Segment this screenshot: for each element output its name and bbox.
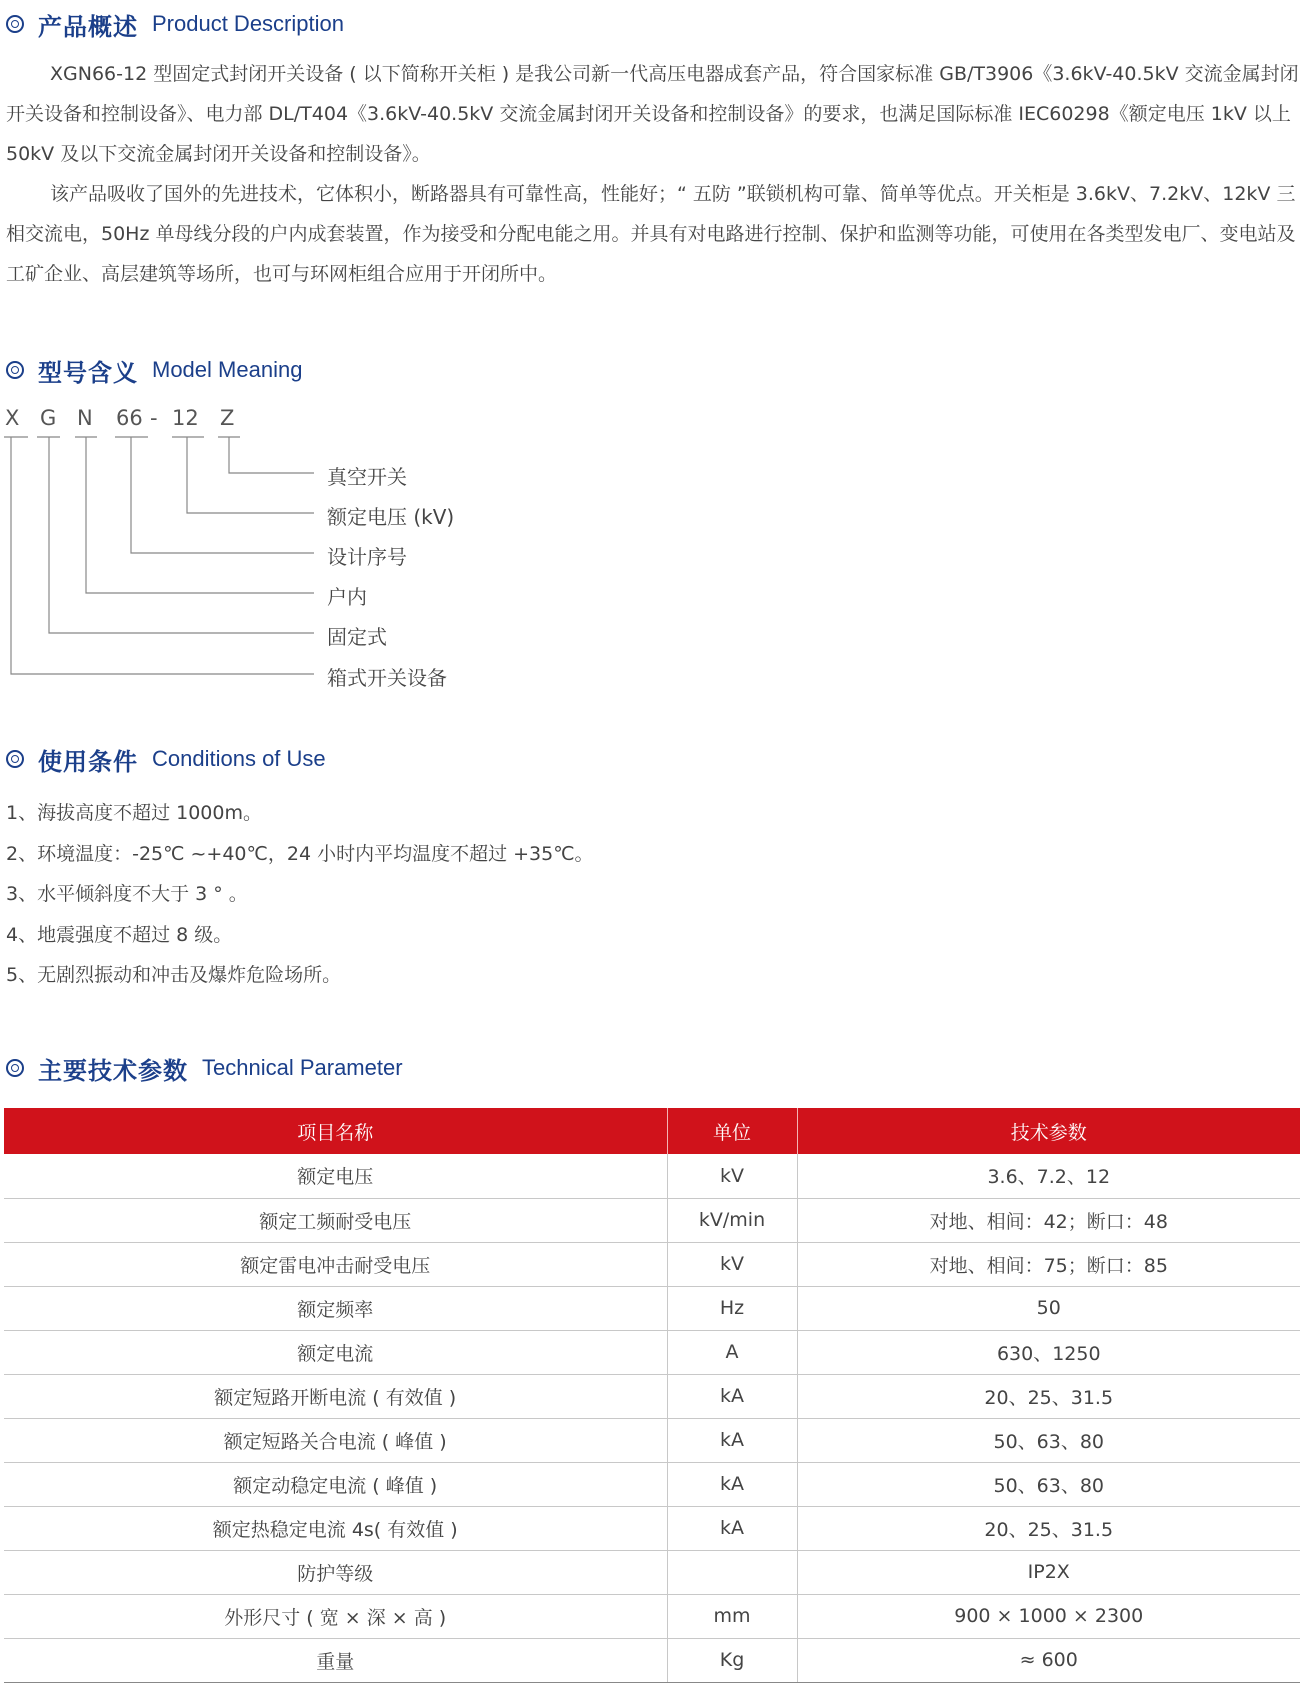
model-label-design-number: 设计序号	[327, 545, 407, 569]
table-header-row	[4, 1108, 1300, 1154]
cell-unit: kV/min	[667, 1198, 797, 1242]
cell-unit: kV	[667, 1242, 797, 1286]
model-code-dash: -	[150, 406, 158, 430]
table-row	[4, 1506, 1300, 1550]
table-row	[4, 1154, 1300, 1198]
condition-item: 2、环境温度：-25℃ ~+40℃，24 小时内平均温度不超过 +35℃。	[6, 842, 594, 865]
section-title-en: Model Meaning	[152, 357, 303, 382]
connector-x	[11, 437, 314, 674]
cell-unit	[667, 1550, 797, 1594]
cell-item: 额定短路关合电流 ( 峰值 )	[4, 1418, 667, 1462]
cell-item: 额定电流	[4, 1330, 667, 1374]
description-paragraph-2: 该产品吸收了国外的先进技术，它体积小，断路器具有可靠性高，性能好；“ 五防 ”联锁机构可靠、简单等优点。开关柜是 3.6kV、7.2kV、12kV 三相交流电，50Hz 单母线分段的户内成套装置，作为接受和分配电能之用。并具有对电路进行控制、保护和监测等功能，可使用在各类型发电厂、变电站及工矿企业、高层建筑等场所，也可与环网柜组合应用于开闭所中。	[6, 183, 1296, 285]
table-row	[4, 1330, 1300, 1374]
table-row	[4, 1286, 1300, 1330]
cell-value: 20、25、31.5	[797, 1506, 1300, 1550]
model-code-n: N	[77, 406, 93, 430]
cell-value: 900 × 1000 × 2300	[797, 1594, 1300, 1638]
technical-parameter-table	[4, 1108, 1300, 1683]
model-code-12: 12	[172, 406, 199, 430]
model-code-x: X	[5, 406, 20, 430]
model-label-box-switchgear: 箱式开关设备	[327, 666, 447, 690]
header-unit: 单位	[667, 1108, 797, 1154]
cell-value: ≈ 600	[797, 1638, 1300, 1682]
cell-item: 额定工频耐受电压	[4, 1198, 667, 1242]
section-title-en: Conditions of Use	[152, 746, 326, 771]
section-heading-description	[6, 6, 344, 42]
description-body	[6, 54, 1300, 294]
model-label-vacuum-switch: 真空开关	[327, 465, 407, 489]
double-circle-icon	[6, 1059, 24, 1077]
cell-item: 额定电压	[4, 1154, 667, 1198]
section-title-en: Product Description	[152, 11, 344, 36]
model-code-z: Z	[220, 406, 235, 430]
condition-item: 1、海拔高度不超过 1000m。	[6, 802, 262, 824]
model-label-indoor: 户内	[327, 585, 367, 609]
section-title-cn: 使用条件	[38, 747, 138, 776]
cell-value: IP2X	[797, 1550, 1300, 1594]
section-heading-conditions	[6, 741, 326, 777]
model-label-rated-voltage: 额定电压 (kV)	[327, 505, 455, 529]
table-row	[4, 1462, 1300, 1506]
model-code-g: G	[40, 406, 57, 430]
condition-item: 4、地震强度不超过 8 级。	[6, 923, 233, 946]
connector-g	[49, 437, 314, 633]
header-value: 技术参数	[797, 1108, 1300, 1154]
cell-unit: kA	[667, 1374, 797, 1418]
cell-value: 50、63、80	[797, 1418, 1300, 1462]
table-row	[4, 1594, 1300, 1638]
cell-item: 额定动稳定电流 ( 峰值 )	[4, 1462, 667, 1506]
double-circle-icon	[6, 750, 24, 768]
condition-item: 3、水平倾斜度不大于 3 ° 。	[6, 883, 248, 905]
cell-unit: kA	[667, 1462, 797, 1506]
cell-value: 对地、相间：42；断口：48	[797, 1198, 1300, 1242]
table-row	[4, 1374, 1300, 1418]
model-code-66: 66	[116, 406, 143, 430]
connector-n	[86, 437, 314, 593]
table-row	[4, 1638, 1300, 1682]
connector-z	[229, 437, 314, 473]
cell-item: 额定频率	[4, 1286, 667, 1330]
cell-unit: kA	[667, 1506, 797, 1550]
cell-item: 外形尺寸 ( 宽 × 深 × 高 )	[4, 1594, 667, 1638]
condition-item: 5、无剧烈振动和冲击及爆炸危险场所。	[6, 964, 342, 986]
conditions-list	[6, 793, 594, 996]
section-title-cn: 型号含义	[38, 358, 138, 387]
connector-66	[131, 437, 314, 553]
cell-value: 50	[797, 1286, 1300, 1330]
cell-unit: kV	[667, 1154, 797, 1198]
table-row	[4, 1198, 1300, 1242]
section-heading-technical	[6, 1050, 403, 1086]
connector-12	[187, 437, 314, 513]
header-item-name: 项目名称	[4, 1108, 667, 1154]
cell-item: 防护等级	[4, 1550, 667, 1594]
table-row	[4, 1550, 1300, 1594]
cell-item: 重量	[4, 1638, 667, 1682]
cell-unit: Hz	[667, 1286, 797, 1330]
cell-item: 额定热稳定电流 4s( 有效值 )	[4, 1506, 667, 1550]
section-title-cn: 主要技术参数	[38, 1056, 188, 1085]
section-title-cn: 产品概述	[38, 12, 138, 41]
double-circle-icon	[6, 15, 24, 33]
cell-unit: Kg	[667, 1638, 797, 1682]
cell-unit: A	[667, 1330, 797, 1374]
table-row	[4, 1242, 1300, 1286]
cell-value: 630、1250	[797, 1330, 1300, 1374]
cell-unit: kA	[667, 1418, 797, 1462]
cell-item: 额定雷电冲击耐受电压	[4, 1242, 667, 1286]
cell-value: 20、25、31.5	[797, 1374, 1300, 1418]
cell-value: 3.6、7.2、12	[797, 1154, 1300, 1198]
double-circle-icon	[6, 361, 24, 379]
table-row	[4, 1418, 1300, 1462]
description-paragraph-1: XGN66-12 型固定式封闭开关设备 ( 以下简称开关柜 ) 是我公司新一代高压电器成套产品，符合国家标准 GB/T3906《3.6kV-40.5kV 交流金属封闭开关设备和控制设备》、电力部 DL/T404《3.6kV-40.5kV 交流金属封闭开关设备和控制设备》的要求，也满足国际标准 IEC60298《额定电压 1kV 以上 50kV 及以下交流金属封闭开关设备和控制设备》。	[6, 63, 1299, 165]
cell-value: 50、63、80	[797, 1462, 1300, 1506]
cell-unit: mm	[667, 1594, 797, 1638]
cell-value: 对地、相间：75；断口：85	[797, 1242, 1300, 1286]
model-label-fixed: 固定式	[327, 625, 387, 649]
cell-item: 额定短路开断电流 ( 有效值 )	[4, 1374, 667, 1418]
section-title-en: Technical Parameter	[202, 1055, 403, 1080]
section-heading-model	[6, 352, 302, 388]
